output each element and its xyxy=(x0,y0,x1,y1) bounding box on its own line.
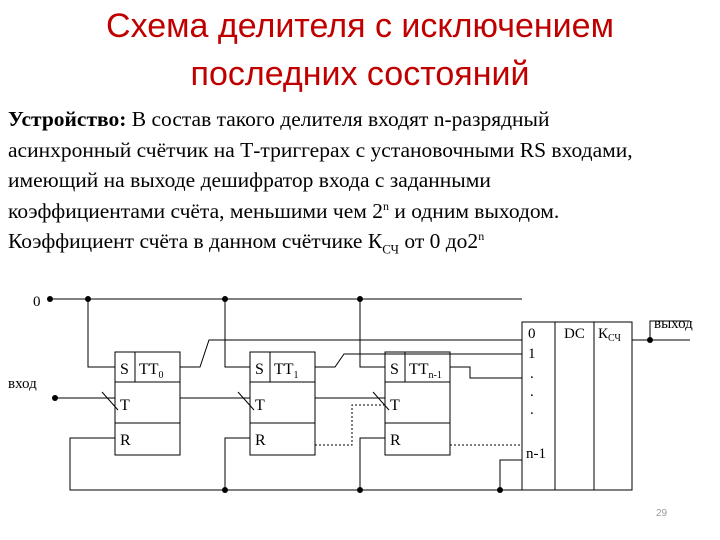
trigger-0-name: $TT_0$ xyxy=(139,361,164,381)
title-line-1: Схема делителя с исключением xyxy=(106,7,614,45)
trigger-n-1-t: T xyxy=(390,397,400,414)
text-line-5: Коэффициент счёта в данном счётчике $К_{СЧ}$ от 0 до2$^n$ xyxy=(8,228,485,257)
trigger-1-t: T xyxy=(255,397,265,414)
decoder-k-label: $К_{СЧ}$ xyxy=(598,326,621,344)
decoder-input-dot-2: . xyxy=(530,384,534,400)
trigger-1-s: S xyxy=(255,361,264,378)
trigger-n-1-r: R xyxy=(390,432,401,449)
text-line-4: коэффициентами счёта, меньшими чем 2$^n$ и одним выходом. xyxy=(8,198,560,223)
text-line-1: Устройство: В состав такого делителя входят n-разрядный xyxy=(8,107,550,131)
device-label: Устройство: xyxy=(8,107,127,131)
decoder-box xyxy=(522,322,632,490)
output-label: выход xyxy=(654,316,693,332)
trigger-n-1-name: $TT_{n-1}$ xyxy=(409,361,442,381)
trigger-0-s: S xyxy=(120,361,129,378)
trigger-1-r: R xyxy=(255,432,266,449)
text-line-3: имеющий на выходе дешифратор входа с заданными xyxy=(8,168,491,192)
decoder-input-dot-3: . xyxy=(530,402,534,418)
trigger-0-t: T xyxy=(120,397,130,414)
decoder-input-dot-1: . xyxy=(530,366,534,382)
text-line-2: асинхронный счётчик на Т-триггерах с установочными RS входами, xyxy=(8,137,633,162)
input-label: вход xyxy=(8,376,37,392)
decoder-input-1: 1 xyxy=(528,346,536,362)
trigger-1-name: $TT_1$ xyxy=(274,361,299,381)
title-line-2: последних состояний xyxy=(190,55,530,93)
zero-label: 0 xyxy=(33,294,41,310)
decoder-input-0: 0 xyxy=(528,326,536,342)
decoder-input-n-1: n-1 xyxy=(526,446,546,462)
page-number: 29 xyxy=(656,508,668,519)
trigger-0-r: R xyxy=(120,432,131,449)
trigger-n-1-s: S xyxy=(390,361,399,378)
decoder-dc-label: DC xyxy=(564,326,585,342)
